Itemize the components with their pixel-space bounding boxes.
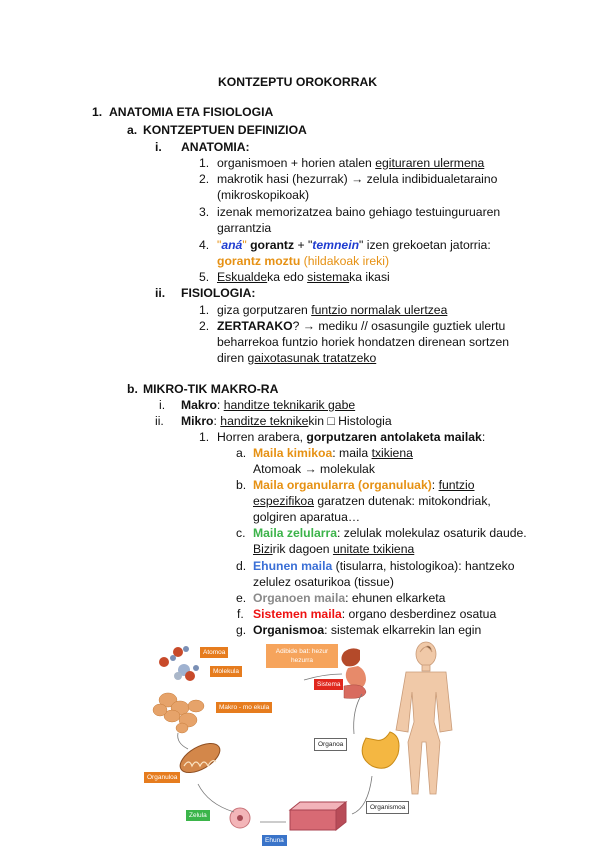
anatomia-item-3-line-1: izenak memorizatzea baino gehiago testuinguruaren [217,205,501,219]
example-callout-text: Adibide bat: hezur hezurra [275,648,329,664]
subsection-b-number: b. [127,382,138,396]
subsection-a-heading: KONTZEPTUEN DEFINIZIOA [143,123,307,137]
level-e-number: e. [236,591,247,605]
macromolecule-graphic [153,693,204,733]
level-e-line: Organoen maila: ehunen elkarketa [253,591,446,605]
mikro-number: ii. [155,414,164,428]
level-b-line-2: espezifikoa garatzen dutenak: mitokondriak, [253,494,491,508]
anatomia-item-2-number: 2. [199,172,210,186]
page-title: KONTZEPTU OROKORRAK [218,75,378,89]
subsection-b-heading: MIKRO-TIK MAKRO-RA [143,382,279,396]
label-atomoa: Atomoa [200,647,228,658]
cell-graphic [230,808,250,828]
section-1-heading: ANATOMIA ETA FISIOLOGIA [109,105,274,119]
mikro-item: Mikro: handitze teknikekin □ Histologia [181,414,392,428]
anatomia-item-1: organismoen + horien atalen egituraren ulermena [217,156,485,170]
level-b-number: b. [236,478,247,492]
anatomia-item-2-line-1: makrotik hasi (hezurrak) → zelula indibidualetaraino [217,172,498,186]
level-f-line: Sistemen maila: organo desberdinez osatua [253,607,497,621]
fisiologia-item-2-number: 2. [199,319,210,333]
organ-graphic [362,732,399,768]
atom-molecule-graphic [159,646,199,681]
label-organuloa: Organuloa [144,772,180,783]
label-organismoa: Organismoa [366,801,409,814]
level-g-number: g. [236,623,247,637]
levels-of-organization-figure [138,638,476,848]
anatomia-item-5: Eskualdeka edo sistemaka ikasi [217,270,390,284]
fisiologia-number: ii. [155,286,166,300]
label-ehuna: Ehuna [262,835,287,846]
fisiologia-item-1: giza gorputzaren funtzio normalak ulertzea [217,303,448,317]
level-c-number: c. [236,526,246,540]
subsection-a-number: a. [127,123,138,137]
level-d-line-1: Ehunen maila (tisularra, histologikoa): hantzeko [253,559,515,573]
label-makro-mo-ekula: Makro - mo ekula [216,702,272,713]
makro-number: i. [159,398,166,412]
level-c-line-2: Bizirik dagoen unitate txikiena [253,542,415,556]
fisiologia-heading: FISIOLOGIA: [181,286,256,300]
fisiologia-item-1-number: 1. [199,303,210,317]
anatomia-item-4-line-2: gorantz moztu (hildakoak ireki) [217,254,390,268]
anatomia-heading: ANATOMIA: [181,140,250,154]
mitochondrion-graphic [175,737,224,778]
system-graphic [341,648,366,698]
anatomia-item-3-number: 3. [199,205,210,219]
horren-number: 1. [199,430,210,444]
level-a-line-2: Atomoak → molekulak [253,462,375,476]
label-organoa: Organoa [314,738,347,751]
horren-item: Horren arabera, gorputzaren antolaketa mailak: [217,430,486,444]
tissue-graphic [290,802,346,830]
anatomia-item-4-number: 4. [199,238,210,252]
section-1-number: 1. [92,105,103,119]
fisiologia-item-2-line-3: diren gaixotasunak tratatzeko [217,351,377,365]
anatomia-item-3-line-2: garrantzia [217,221,272,235]
level-b-line-1: Maila organularra (organuluak): funtzio [253,478,475,492]
anatomia-item-5-number: 5. [199,270,210,284]
level-d-line-2: zelulez osaturikoa (tissue) [253,575,394,589]
label-zelula: Zelula [186,810,210,821]
label-molekula: Molekula [210,666,242,677]
human-body-graphic [396,642,452,794]
level-g-line: Organismoa: sistemak elkarrekin lan egin [253,623,482,637]
fisiologia-item-2-line-2: beharrekoa funtzio horiek hondatzen direnean sortzen [217,335,510,349]
anatomia-number: i. [155,140,162,154]
example-callout [266,644,338,668]
level-b-line-3: golgiren aparatua… [253,510,361,524]
fisiologia-item-2-line-1: ZERTARAKO? → mediku // osasungile guztiek ulertu [217,319,506,333]
level-c-line-1: Maila zelularra: zelulak molekulaz osaturik daude. [253,526,527,540]
makro-item: Makro: handitze teknikarik gabe [181,398,356,412]
anatomia-item-4-line-1: "aná" gorantz + "temnein" izen grekoetan jatorria: [217,238,491,252]
level-d-number: d. [236,559,247,573]
label-sistema: Sistema [314,679,343,690]
level-a-line-1: Maila kimikoa: maila txikiena [253,446,413,460]
anatomia-item-1-number: 1. [199,156,210,170]
level-f-number: f. [237,607,244,621]
level-a-number: a. [236,446,247,460]
anatomia-item-2-line-2: (mikroskopikoak) [217,188,310,202]
